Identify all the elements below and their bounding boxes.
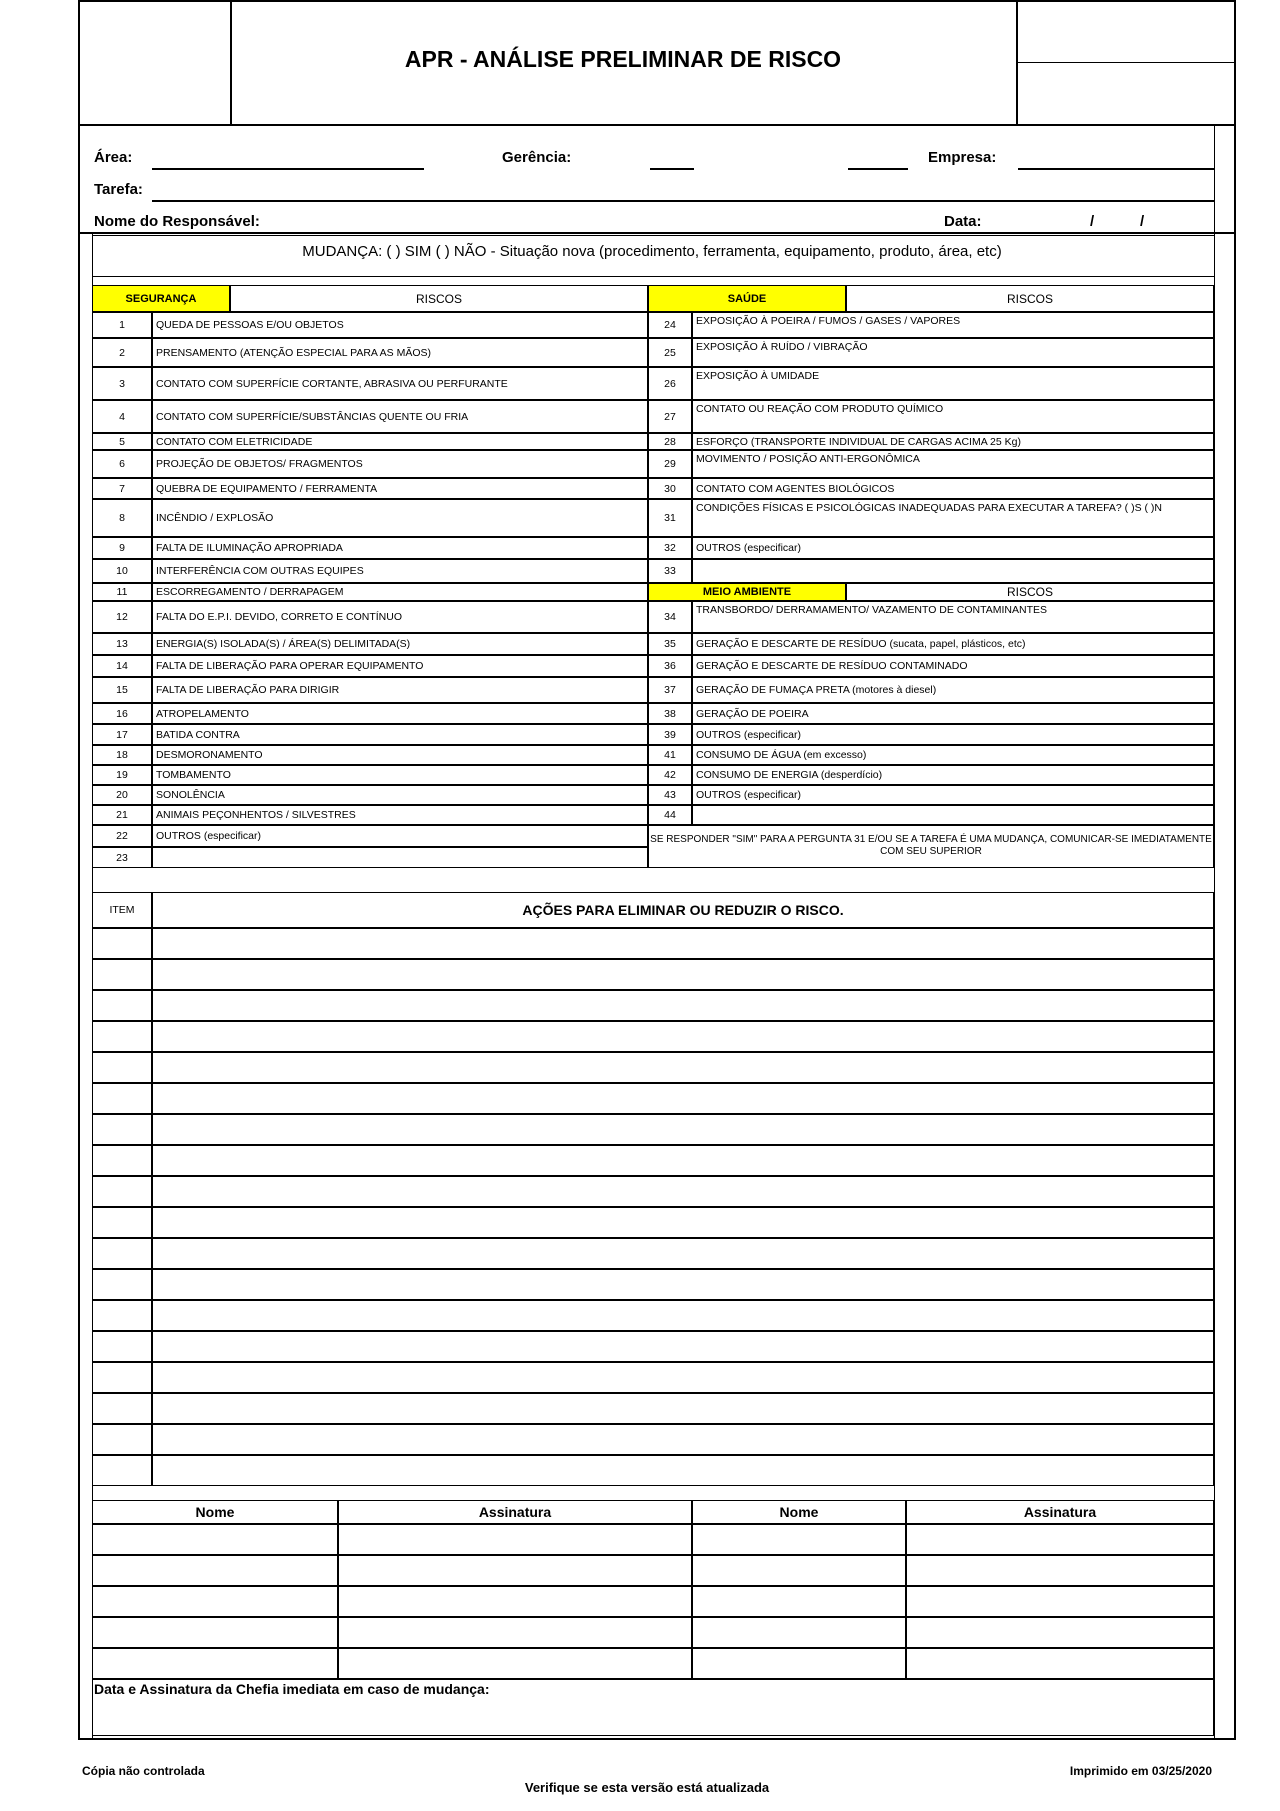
seguranca-item-text: SONOLÊNCIA xyxy=(152,785,648,805)
seguranca-item-number: 18 xyxy=(92,745,152,765)
responsavel-label: Nome do Responsável: xyxy=(94,213,260,230)
tarefa-field[interactable] xyxy=(152,200,1214,202)
saude-item-number: 32 xyxy=(648,537,692,559)
acoes-action-cell[interactable] xyxy=(152,959,1214,990)
acoes-action-cell[interactable] xyxy=(152,1362,1214,1393)
meio-ambiente-item-number: 35 xyxy=(648,633,692,655)
saude-item-text: CONTATO COM AGENTES BIOLÓGICOS xyxy=(692,478,1214,499)
signature-cell-assinatura[interactable] xyxy=(338,1648,692,1679)
seguranca-item-number: 9 xyxy=(92,537,152,559)
header-bottom xyxy=(78,124,1236,126)
saude-item-number: 33 xyxy=(648,559,692,583)
seguranca-item-text: ESCORREGAMENTO / DERRAPAGEM xyxy=(152,583,648,601)
acoes-action-cell[interactable] xyxy=(152,1424,1214,1455)
acoes-action-cell[interactable] xyxy=(152,1021,1214,1052)
signature-header-nome: Nome xyxy=(692,1500,906,1524)
seguranca-item-text: ENERGIA(S) ISOLADA(S) / ÁREA(S) DELIMITADA(S) xyxy=(152,633,648,655)
seguranca-item-number: 13 xyxy=(92,633,152,655)
saude-item-text: MOVIMENTO / POSIÇÃO ANTI-ERGONÔMICA xyxy=(692,450,1214,478)
saude-item-text: EXPOSIÇÃO À UMIDADE xyxy=(692,367,1214,400)
area-label: Área: xyxy=(94,149,133,166)
acoes-item-cell[interactable] xyxy=(92,1207,152,1238)
signature-cell-assinatura[interactable] xyxy=(338,1524,692,1555)
signature-cell-assinatura[interactable] xyxy=(906,1586,1214,1617)
meio-ambiente-header: MEIO AMBIENTE xyxy=(648,583,846,601)
meio-ambiente-item-number: 36 xyxy=(648,655,692,677)
meio-ambiente-item-number: 42 xyxy=(648,765,692,785)
seguranca-item-text: FALTA DE LIBERAÇÃO PARA DIRIGIR xyxy=(152,677,648,703)
seguranca-header: SEGURANÇA xyxy=(92,285,230,312)
seguranca-item-text: CONTATO COM SUPERFÍCIE/SUBSTÂNCIAS QUENTE OU FRIA xyxy=(152,400,648,433)
meio-ambiente-item-text: CONSUMO DE ENERGIA (desperdício) xyxy=(692,765,1214,785)
acoes-title: AÇÕES PARA ELIMINAR OU REDUZIR O RISCO. xyxy=(152,892,1214,928)
seguranca-item-text: FALTA DE ILUMINAÇÃO APROPRIADA xyxy=(152,537,648,559)
acoes-item-cell[interactable] xyxy=(92,1300,152,1331)
saude-item-text xyxy=(692,559,1214,583)
meio-ambiente-item-number: 44 xyxy=(648,805,692,825)
acoes-action-cell[interactable] xyxy=(152,1331,1214,1362)
signature-cell-assinatura[interactable] xyxy=(338,1555,692,1586)
seguranca-item-text: BATIDA CONTRA xyxy=(152,724,648,745)
saude-item-number: 31 xyxy=(648,499,692,537)
saude-item-number: 28 xyxy=(648,433,692,450)
seguranca-item-number: 10 xyxy=(92,559,152,583)
saude-item-text: CONTATO OU REAÇÃO COM PRODUTO QUÍMICO xyxy=(692,400,1214,433)
seguranca-item-text xyxy=(152,847,648,868)
saude-item-text: EXPOSIÇÃO À RUÍDO / VIBRAÇÃO xyxy=(692,338,1214,367)
seguranca-item-number: 2 xyxy=(92,338,152,367)
empresa-field[interactable] xyxy=(1018,168,1214,170)
tarefa-label: Tarefa: xyxy=(94,181,143,198)
seguranca-item-number: 5 xyxy=(92,433,152,450)
saude-item-text: OUTROS (especificar) xyxy=(692,537,1214,559)
meio-ambiente-item-text: CONSUMO DE ÁGUA (em excesso) xyxy=(692,745,1214,765)
signature-cell-assinatura[interactable] xyxy=(906,1555,1214,1586)
saude-item-number: 24 xyxy=(648,312,692,338)
signature-header-assinatura: Assinatura xyxy=(338,1500,692,1524)
acoes-item-cell[interactable] xyxy=(92,1021,152,1052)
seguranca-item-number: 16 xyxy=(92,703,152,724)
seguranca-item-number: 3 xyxy=(92,367,152,400)
meio-ambiente-item-text: TRANSBORDO/ DERRAMAMENTO/ VAZAMENTO DE CONTAMINANTES xyxy=(692,601,1214,633)
seguranca-item-text: QUEDA DE PESSOAS E/OU OBJETOS xyxy=(152,312,648,338)
seguranca-item-number: 23 xyxy=(92,847,152,868)
acoes-item-cell[interactable] xyxy=(92,1083,152,1114)
meio-ambiente-riscos-header: RISCOS xyxy=(846,583,1214,601)
seguranca-item-number: 19 xyxy=(92,765,152,785)
seguranca-item-number: 1 xyxy=(92,312,152,338)
meio-ambiente-item-number: 41 xyxy=(648,745,692,765)
saude-item-number: 27 xyxy=(648,400,692,433)
meio-ambiente-item-text: GERAÇÃO E DESCARTE DE RESÍDUO CONTAMINADO xyxy=(692,655,1214,677)
date-slash-2: / xyxy=(1140,213,1145,230)
saude-item-number: 29 xyxy=(648,450,692,478)
seguranca-item-text: FALTA DE LIBERAÇÃO PARA OPERAR EQUIPAMENTO xyxy=(152,655,648,677)
acoes-action-cell[interactable] xyxy=(152,1145,1214,1176)
meio-ambiente-item-text: GERAÇÃO DE POEIRA xyxy=(692,703,1214,724)
saude-item-number: 25 xyxy=(648,338,692,367)
meio-ambiente-item-text: OUTROS (especificar) xyxy=(692,785,1214,805)
acoes-action-cell[interactable] xyxy=(152,1300,1214,1331)
acoes-item-cell[interactable] xyxy=(92,1331,152,1362)
fields-bottom xyxy=(78,232,1236,234)
signature-cell-nome[interactable] xyxy=(92,1586,338,1617)
area-field[interactable] xyxy=(152,168,424,170)
seguranca-item-number: 14 xyxy=(92,655,152,677)
seguranca-item-number: 20 xyxy=(92,785,152,805)
meio-ambiente-item-number: 38 xyxy=(648,703,692,724)
seguranca-item-text: INTERFERÊNCIA COM OUTRAS EQUIPES xyxy=(152,559,648,583)
acoes-action-cell[interactable] xyxy=(152,928,1214,959)
seguranca-item-text: TOMBAMENTO xyxy=(152,765,648,785)
document-bottom xyxy=(78,1738,1236,1740)
seguranca-item-number: 21 xyxy=(92,805,152,825)
meio-ambiente-item-number: 37 xyxy=(648,677,692,703)
seguranca-item-number: 12 xyxy=(92,601,152,633)
meio-ambiente-item-number: 34 xyxy=(648,601,692,633)
meio-ambiente-item-text: OUTROS (especificar) xyxy=(692,724,1214,745)
seguranca-item-number: 15 xyxy=(92,677,152,703)
acoes-item-cell[interactable] xyxy=(92,1455,152,1486)
footer-right: Imprimido em 03/25/2020 xyxy=(1069,1764,1212,1778)
saude-item-text: CONDIÇÕES FÍSICAS E PSICOLÓGICAS INADEQUADAS PARA EXECUTAR A TAREFA? ( )S ( )N xyxy=(692,499,1214,537)
acoes-action-cell[interactable] xyxy=(152,1207,1214,1238)
seguranca-item-text: CONTATO COM ELETRICIDADE xyxy=(152,433,648,450)
signature-cell-nome[interactable] xyxy=(92,1524,338,1555)
fields-bottom-inner xyxy=(92,235,1214,236)
data-label: Data: xyxy=(944,213,982,230)
footer-left: Cópia não controlada xyxy=(82,1764,205,1778)
header-right-split xyxy=(1016,62,1236,63)
seguranca-item-text: PROJEÇÃO DE OBJETOS/ FRAGMENTOS xyxy=(152,450,648,478)
signature-cell-nome[interactable] xyxy=(92,1648,338,1679)
acoes-item-cell[interactable] xyxy=(92,1176,152,1207)
signature-cell-nome[interactable] xyxy=(692,1586,906,1617)
seguranca-item-text: PRENSAMENTO (ATENÇÃO ESPECIAL PARA AS MÃOS) xyxy=(152,338,648,367)
meio-ambiente-item-number: 43 xyxy=(648,785,692,805)
seguranca-item-text: ATROPELAMENTO xyxy=(152,703,648,724)
acoes-action-cell[interactable] xyxy=(152,1238,1214,1269)
mudanca-note: SE RESPONDER "SIM" PARA A PERGUNTA 31 E/OU SE A TAREFA É UMA MUDANÇA, COMUNICAR-SE IMEDIATAMENTE COM SEU SUPERIOR xyxy=(648,825,1214,868)
acoes-action-cell[interactable] xyxy=(152,1052,1214,1083)
meio-ambiente-item-number: 39 xyxy=(648,724,692,745)
seguranca-item-text: INCÊNDIO / EXPLOSÃO xyxy=(152,499,648,537)
acoes-item-cell[interactable] xyxy=(92,1052,152,1083)
acoes-item-cell[interactable] xyxy=(92,1238,152,1269)
seguranca-item-number: 8 xyxy=(92,499,152,537)
signature-cell-nome[interactable] xyxy=(692,1555,906,1586)
saude-item-number: 30 xyxy=(648,478,692,499)
meio-ambiente-item-text: GERAÇÃO E DESCARTE DE RESÍDUO (sucata, papel, plásticos, etc) xyxy=(692,633,1214,655)
inner-right-border xyxy=(1214,124,1215,1738)
signature-cell-assinatura[interactable] xyxy=(906,1648,1214,1679)
acoes-action-cell[interactable] xyxy=(152,1176,1214,1207)
seguranca-item-number: 22 xyxy=(92,825,152,847)
saude-item-text: EXPOSIÇÃO À POEIRA / FUMOS / GASES / VAPORES xyxy=(692,312,1214,338)
acoes-item-header: ITEM xyxy=(92,892,152,928)
acoes-item-cell[interactable] xyxy=(92,928,152,959)
chefia-label: Data e Assinatura da Chefia imediata em caso de mudança: xyxy=(94,1681,490,1697)
signature-cell-nome[interactable] xyxy=(692,1617,906,1648)
signature-cell-nome[interactable] xyxy=(692,1648,906,1679)
seguranca-item-text: OUTROS (especificar) xyxy=(152,825,648,847)
acoes-action-cell[interactable] xyxy=(152,1114,1214,1145)
signature-cell-assinatura[interactable] xyxy=(906,1524,1214,1555)
meio-ambiente-item-text: GERAÇÃO DE FUMAÇA PRETA (motores à diesel) xyxy=(692,677,1214,703)
acoes-action-cell[interactable] xyxy=(152,1393,1214,1424)
acoes-item-cell[interactable] xyxy=(92,990,152,1021)
signature-cell-nome[interactable] xyxy=(92,1555,338,1586)
meio-ambiente-item-text xyxy=(692,805,1214,825)
saude-item-number: 26 xyxy=(648,367,692,400)
acoes-item-cell[interactable] xyxy=(92,1393,152,1424)
acoes-item-cell[interactable] xyxy=(92,1114,152,1145)
empresa-label: Empresa: xyxy=(928,149,997,166)
acoes-item-cell[interactable] xyxy=(92,1145,152,1176)
signature-cell-nome[interactable] xyxy=(692,1524,906,1555)
seguranca-item-number: 4 xyxy=(92,400,152,433)
saude-item-text: ESFORÇO (TRANSPORTE INDIVIDUAL DE CARGAS ACIMA 25 Kg) xyxy=(692,433,1214,450)
acoes-item-cell[interactable] xyxy=(92,1269,152,1300)
saude-header: SAÚDE xyxy=(648,285,846,312)
acoes-item-cell[interactable] xyxy=(92,1362,152,1393)
seguranca-item-number: 6 xyxy=(92,450,152,478)
footer-center: Verifique se esta versão está atualizada xyxy=(524,1780,770,1795)
seguranca-item-text: ANIMAIS PEÇONHENTOS / SILVESTRES xyxy=(152,805,648,825)
acoes-item-cell[interactable] xyxy=(92,959,152,990)
acoes-action-cell[interactable] xyxy=(152,990,1214,1021)
acoes-action-cell[interactable] xyxy=(152,1455,1214,1486)
gerencia-label: Gerência: xyxy=(502,149,572,166)
acoes-action-cell[interactable] xyxy=(152,1269,1214,1300)
signature-header-assinatura: Assinatura xyxy=(906,1500,1214,1524)
acoes-item-cell[interactable] xyxy=(92,1424,152,1455)
gerencia-field-2[interactable] xyxy=(848,168,908,170)
seguranca-item-number: 7 xyxy=(92,478,152,499)
date-slash-1: / xyxy=(1090,213,1095,230)
signature-header-nome: Nome xyxy=(92,1500,338,1524)
signature-cell-assinatura[interactable] xyxy=(906,1617,1214,1648)
signature-cell-assinatura[interactable] xyxy=(338,1617,692,1648)
mudanca-line: MUDANÇA: ( ) SIM ( ) NÃO - Situação nova (procedimento, ferramenta, equipamento, produto, área, etc) xyxy=(302,243,1002,260)
gerencia-field-1[interactable] xyxy=(650,168,694,170)
seguranca-item-text: CONTATO COM SUPERFÍCIE CORTANTE, ABRASIVA OU PERFURANTE xyxy=(152,367,648,400)
signature-cell-nome[interactable] xyxy=(92,1617,338,1648)
mudanca-bottom xyxy=(92,276,1214,277)
acoes-action-cell[interactable] xyxy=(152,1083,1214,1114)
signature-cell-assinatura[interactable] xyxy=(338,1586,692,1617)
seguranca-item-number: 17 xyxy=(92,724,152,745)
saude-riscos-header: RISCOS xyxy=(846,285,1214,312)
seguranca-riscos-header: RISCOS xyxy=(230,285,648,312)
seguranca-item-number: 11 xyxy=(92,583,152,601)
seguranca-item-text: FALTA DO E.P.I. DEVIDO, CORRETO E CONTÍNUO xyxy=(152,601,648,633)
seguranca-item-text: DESMORONAMENTO xyxy=(152,745,648,765)
seguranca-item-text: QUEBRA DE EQUIPAMENTO / FERRAMENTA xyxy=(152,478,648,499)
page-title: APR - ANÁLISE PRELIMINAR DE RISCO xyxy=(404,46,842,72)
